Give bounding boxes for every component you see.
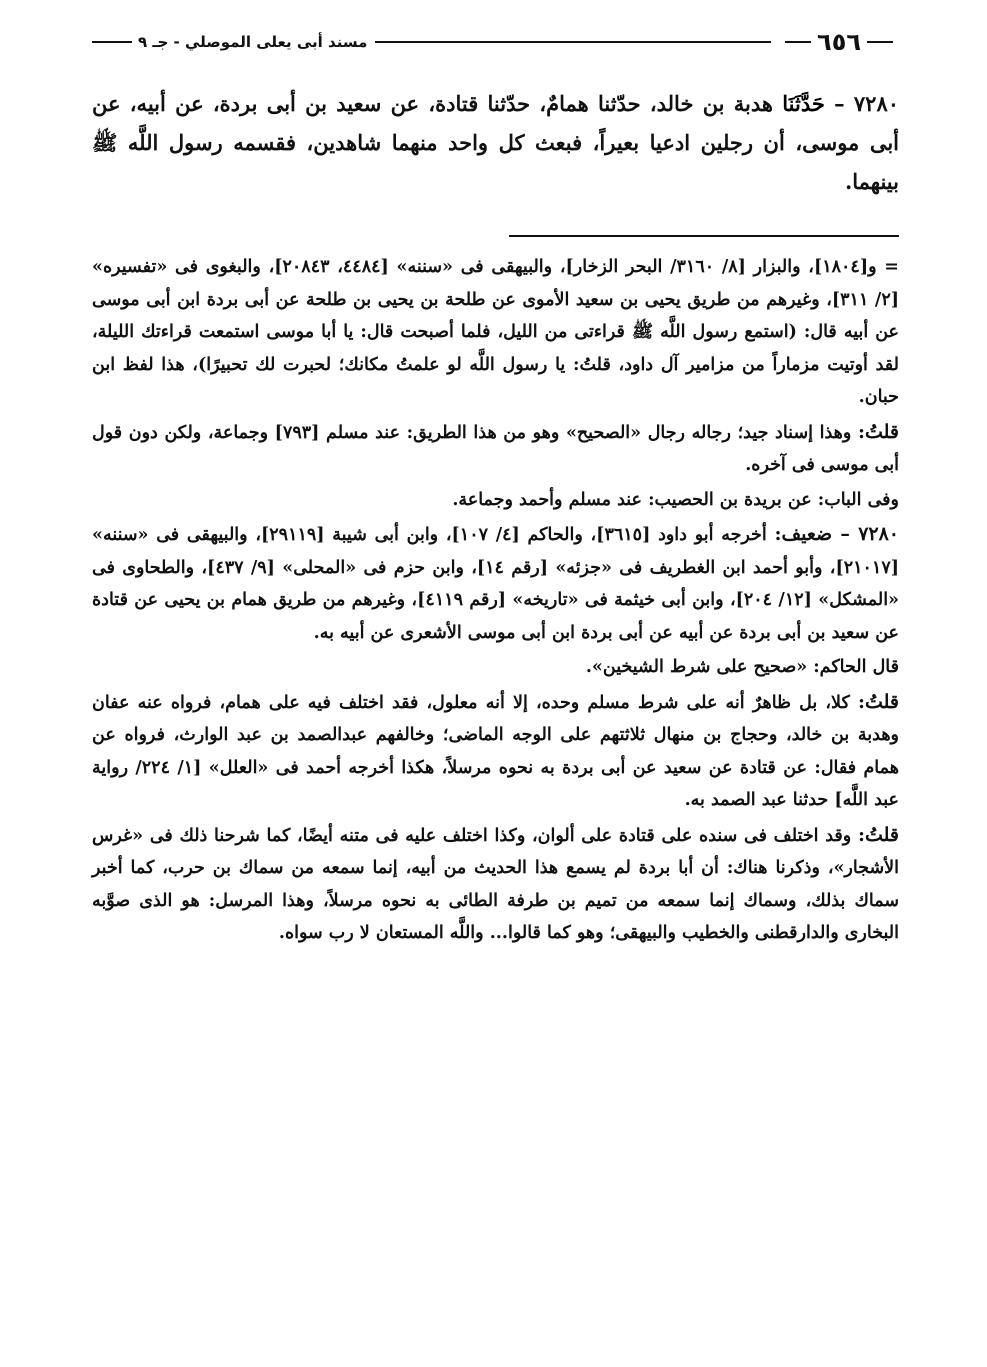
page [92,22,899,952]
hadith-opening: حَدَّثَنَا [782,91,825,116]
footnote-text: أخرجه أبو داود [٣٦١٥]، والحاكم [٤/ ١٠٧]، وابن أبى شيبة [٢٩١١٩]، والبيهقى فى «سننه» [٢١٠١٧]، وأبو أحمد ابن الغطريف فى «جزئه» [رقم ١٤]، وابن حزم فى «المحلى» [٩/ ٤٣٧]، والطحاوى فى «المشكل» [١٢/ ٢٠٤]، وابن أبى خيثمة فى «تاريخه» [رقم ٤١١٩]، وغيرهم من طريق همام بن يحيى عن قتادة عن سعيد بن أبى بردة عن أبيه عن أبى بردة ابن أبى موسى الأشعرى عن أبيه به. [92,525,900,643]
hadith-text: هدبة بن خالد، حدّثنا همامٌ، حدّثنا قتادة، عن سعيد بن أبى بردة، عن أبيه، عن أبى موسى، أن رجلين ادعيا بعيراً، فبعث كل واحد منهما شاهدين، فقسمه رسول اللَّه ﷺ بينهما. [92,91,899,194]
footnote-keyword: قلتُ: [857,690,899,713]
page-number: ٦٥٦ [817,28,861,56]
footnote-text: وفى الباب: عن بريدة بن الحصيب: عند مسلم وأحمد وجماعة. [452,489,899,510]
footnotes [92,251,899,950]
footnote-keyword: قلتُ: [857,420,899,443]
running-header [92,22,899,62]
header-rule [375,41,771,43]
footnote-separator [509,235,899,237]
footnote-paragraph [92,251,899,414]
footnote-text: وهذا إسناد جيد؛ رجاله رجال «الصحيح» وهو من هذا الطريق: عند مسلم [٧٩٣] وجماعة، ولكن دون قول أبى موسى فى آخره. [92,422,899,475]
hadith-number: ٧٢٨٠ – [834,91,900,116]
footnote-paragraph [92,651,899,684]
footnote-text: كلا، بل ظاهرٌ أنه على شرط مسلم وحده، إلا أنه معلول، فقد اختلف فيه على همام، فرواه عنه عفان وهدبة بن خالد، وحجاج بن منهال ثلاثتهم على الوجه الماضى؛ وخالفهم عبدالصمد بن عبد الوارث، فرواه عن همام فقال: عن قتادة عن سعيد عن أبى بردة به نحوه مرسلاً، هكذا أخرجه أحمد فى «العلل» [١/ ٢٢٤/ رواية عبد اللَّه] حدثنا عبد الصمد به. [92,692,899,810]
footnote-text: = و[١٨٠٤]، والبزار [٨/ ٣١٦٠/ البحر الزخار]، والبيهقى فى «سننه» [٤٤٨٤، ٢٠٨٤٣]، والبغوى فى «تفسيره» [٢/ ٣١١]، وغيرهم من طريق يحيى بن سعيد الأموى عن طلحة بن يحيى بن طلحة عن أبى بردة ابن أبى موسى عن أبيه قال: (استمع رسول اللَّه ﷺ قراءتى من الليل، فلما أصبحت قال: يا أبا موسى استمعت قراءتك الليلة، لقد أوتيت مزماراً من مزامير آل داود، قلتُ: يا رسول اللَّه لو علمتُ مكانك؛ لحبرت لك تحبيرًا)، هذا لفظ ابن حبان. [92,257,900,407]
header-dash [785,41,811,43]
header-dash [867,41,893,43]
footnote-text: قال الحاكم: «صحيح على شرط الشيخين». [585,657,899,677]
book-title: مسند أبى يعلى الموصلي - جـ ٩ [138,33,368,51]
footnote-text: وقد اختلف فى سنده على قتادة على ألوان، وكذا اختلف عليه فى متنه أيضًا، كما شرحنا ذلك فى «غرس الأشجار»، وذكرنا هناك: أن أبا بردة لم يسمع هذا الحديث من أبيه، إنما سمعه من سماك بن حرب، كما أخبر سماك بذلك، وسماك إنما سمعه من تميم بن طرفة الطائى به نحوه مرسلاً، وهذا المرسل: هو الذى صوَّبه البخارى والدارقطنى والخطيب والبيهقى؛ وهو كما قالوا... واللَّه المستعان لا رب سواه. [92,825,899,943]
footnote-keyword: قلتُ: [857,823,900,846]
footnote-paragraph [92,484,899,517]
footnote-paragraph [92,819,899,950]
footnote-keyword: ٧٢٨٠ – ضعيف: [774,523,900,545]
main-hadith [92,84,899,201]
header-dash [92,41,132,43]
footnote-paragraph [92,686,899,817]
footnote-paragraph [92,518,899,649]
footnote-paragraph [92,416,899,482]
